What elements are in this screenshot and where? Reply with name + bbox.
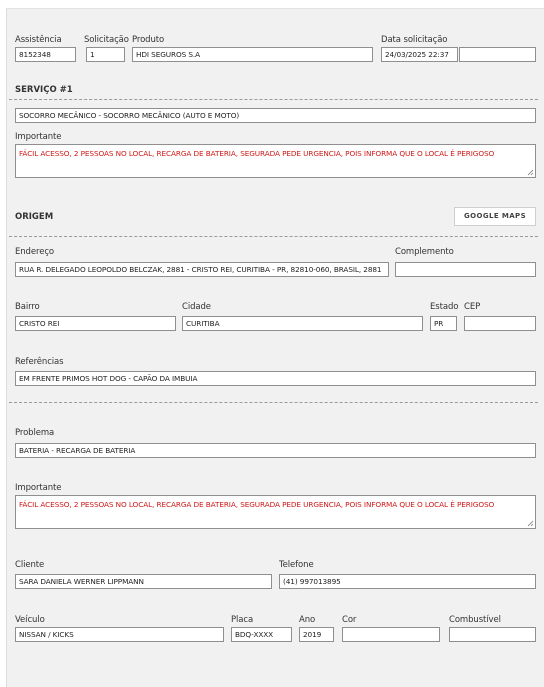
cliente-label: Cliente — [15, 560, 45, 570]
cep-field[interactable] — [464, 316, 536, 331]
solicitacao-label: Solicitação — [84, 35, 129, 45]
combustivel-label: Combustível — [449, 615, 501, 625]
endereco-field[interactable]: RUA R. DELEGADO LEOPOLDO BELCZAK, 2881 - CRISTO REI, CURITIBA - PR, 82810-060, BRASIL, 2881 — [15, 262, 389, 277]
telefone-label: Telefone — [279, 560, 314, 570]
origem-divider — [9, 236, 538, 237]
ano-label: Ano — [299, 615, 316, 625]
estado-field[interactable]: PR — [430, 316, 457, 331]
cor-label: Cor — [342, 615, 357, 625]
complemento-label: Complemento — [395, 247, 454, 257]
detalhes-importante-text: FÁCIL ACESSO, 2 PESSOAS NO LOCAL, RECARGA DE BATERIA, SEGURADA PEDE URGENCIA, POIS INFORMA QUE O LOCAL É PERIGOSO — [19, 500, 495, 509]
servico-title: SERVIÇO #1 — [15, 85, 73, 95]
detalhes-importante-label: Importante — [15, 483, 62, 493]
assistencia-label: Assistência — [15, 35, 62, 45]
resize-grip-icon[interactable] — [527, 169, 534, 176]
detalhes-divider — [9, 402, 538, 403]
estado-label: Estado — [430, 302, 459, 312]
servico-importante-label: Importante — [15, 132, 62, 142]
cidade-field[interactable]: CURITIBA — [182, 316, 423, 331]
endereco-label: Endereço — [15, 247, 54, 257]
assistencia-field[interactable]: 8152348 — [15, 47, 76, 62]
solicitacao-field[interactable]: 1 — [86, 47, 125, 62]
ano-field[interactable]: 2019 — [299, 627, 334, 642]
placa-field[interactable]: BDQ-XXXX — [231, 627, 292, 642]
veiculo-label: Veículo — [15, 615, 45, 625]
placa-label: Placa — [231, 615, 254, 625]
complemento-field[interactable] — [395, 262, 536, 277]
data-solicitacao-field[interactable]: 24/03/2025 22:37 — [381, 47, 458, 62]
produto-field[interactable]: HDI SEGUROS S.A — [132, 47, 373, 62]
cidade-label: Cidade — [182, 302, 211, 312]
combustivel-field[interactable] — [449, 627, 536, 642]
bairro-label: Bairro — [15, 302, 40, 312]
problema-field[interactable]: BATERIA - RECARGA DE BATERIA — [15, 443, 536, 458]
veiculo-field[interactable]: NISSAN / KICKS — [15, 627, 224, 642]
produto-label: Produto — [132, 35, 165, 45]
servico-importante-textarea[interactable] — [15, 144, 536, 178]
resize-grip-icon[interactable] — [527, 520, 534, 527]
cliente-field[interactable]: SARA DANIELA WERNER LIPPMANN — [15, 574, 272, 589]
origem-title: ORIGEM — [15, 212, 54, 222]
data-extra-field[interactable] — [459, 47, 536, 62]
data-solicitacao-label: Data solicitação — [381, 35, 448, 45]
referencias-label: Referências — [15, 357, 64, 367]
servico-importante-text: FÁCIL ACESSO, 2 PESSOAS NO LOCAL, RECARGA DE BATERIA, SEGURADA PEDE URGENCIA, POIS INFORMA QUE O LOCAL É PERIGOSO — [19, 149, 495, 158]
detalhes-importante-textarea[interactable] — [15, 495, 536, 529]
google-maps-button[interactable]: GOOGLE MAPS — [454, 207, 536, 226]
problema-label: Problema — [15, 428, 55, 438]
servico-tipo-field[interactable]: SOCORRO MECÂNICO - SOCORRO MECÂNICO (AUTO E MOTO) — [15, 108, 536, 123]
referencias-field[interactable]: EM FRENTE PRIMOS HOT DOG - CAPÃO DA IMBUIA — [15, 371, 536, 386]
servico-divider — [9, 99, 538, 100]
telefone-field[interactable]: (41) 997013895 — [279, 574, 536, 589]
cor-field[interactable] — [342, 627, 440, 642]
bairro-field[interactable]: CRISTO REI — [15, 316, 176, 331]
cep-label: CEP — [464, 302, 481, 312]
